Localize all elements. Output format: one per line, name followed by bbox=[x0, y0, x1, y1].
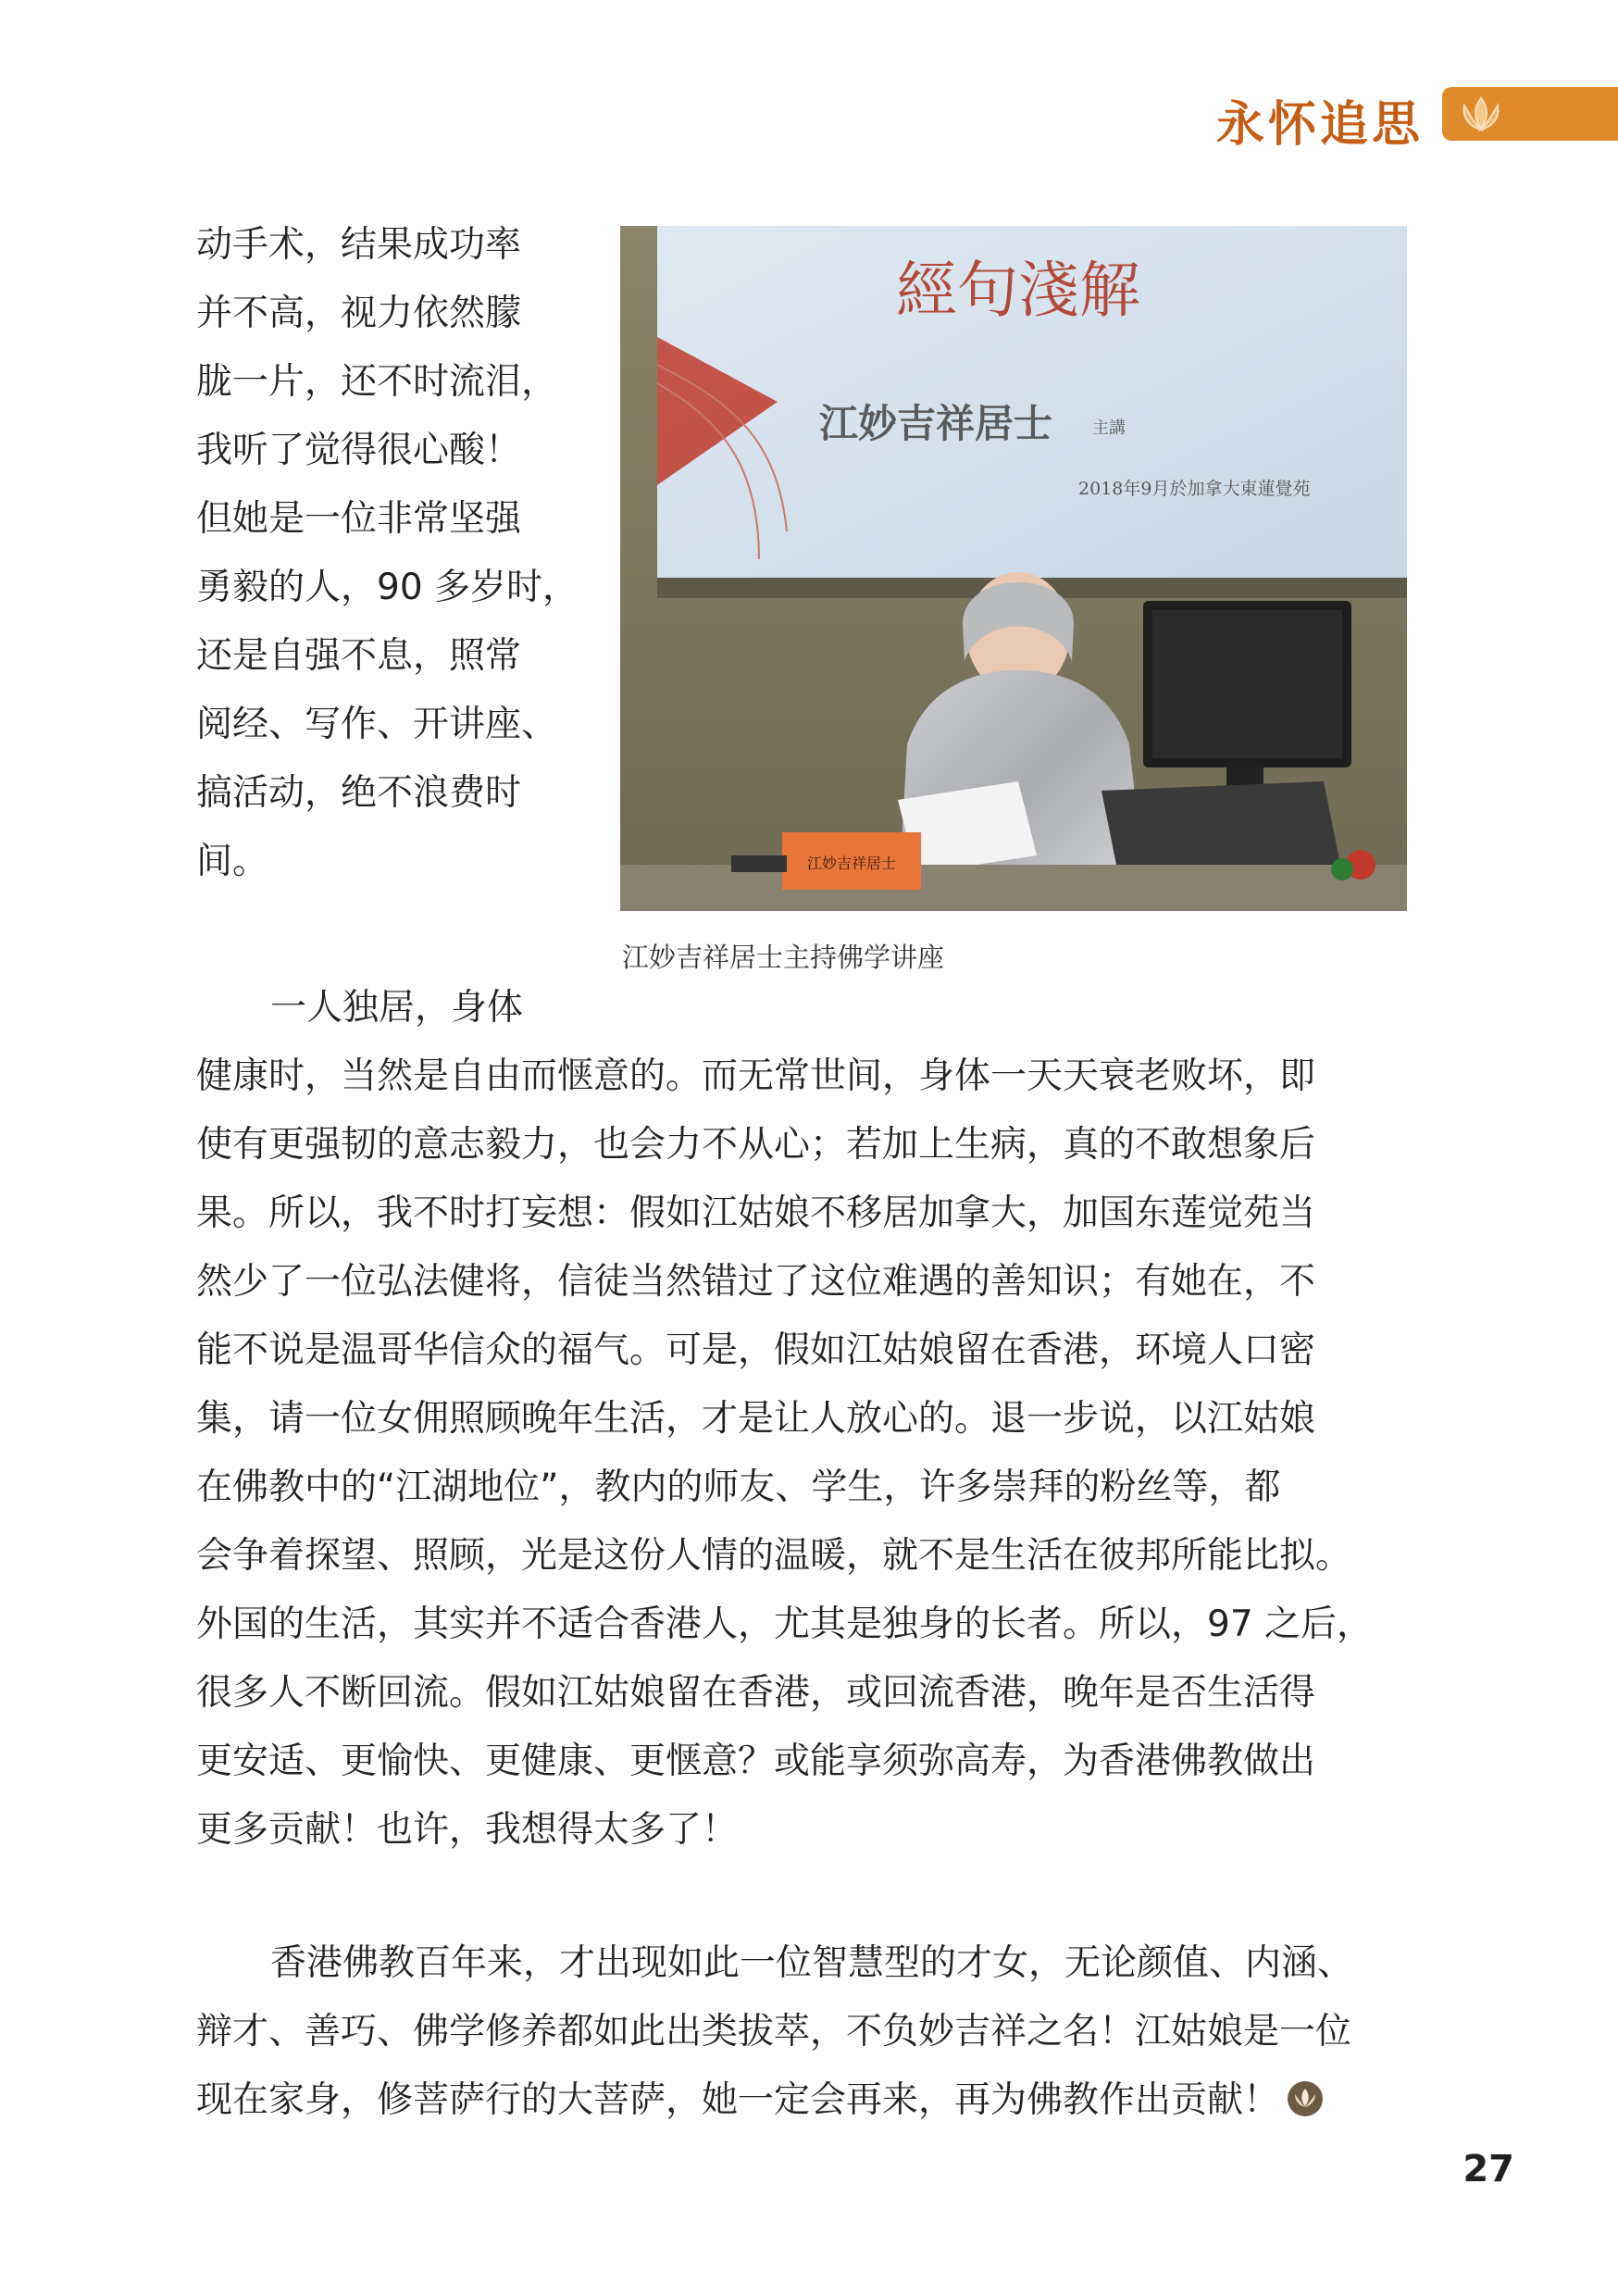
lecture-photo bbox=[620, 226, 1407, 911]
text-line: 辩才、善巧、佛学修养都如此出类拔萃，不负妙吉祥之名！江姑娘是一位 bbox=[196, 2011, 1352, 2053]
text-line: 果。所以，我不时打妄想：假如江姑娘不移居加拿大，加国东莲觉苑当 bbox=[196, 1192, 1316, 1234]
text-line: 我听了觉得很心酸！ bbox=[196, 430, 522, 471]
text-line: 还是自强不息，照常 bbox=[196, 635, 522, 677]
text-line: 很多人不断回流。假如江姑娘留在香港，或回流香港，晚年是否生活得 bbox=[196, 1672, 1316, 1714]
text-line-content: 现在家身，修菩萨行的大菩萨，她一定会再来，再为佛教作出贡献！ bbox=[196, 2079, 1280, 2121]
photo-caption: 江妙吉祥居士主持佛学讲座 bbox=[622, 942, 945, 973]
name-plate-text: 江妙吉祥居士 bbox=[806, 855, 897, 872]
left-column-text bbox=[196, 211, 579, 896]
header-accent-bar bbox=[1442, 87, 1618, 141]
text-line: 胧一片，还不时流泪， bbox=[196, 361, 558, 403]
paragraph-1 bbox=[196, 974, 1409, 1865]
text-line: 间。 bbox=[196, 841, 269, 882]
section-title: 永怀追思 bbox=[1215, 97, 1424, 153]
paragraph-2 bbox=[196, 1929, 1409, 2135]
text-line: 能不说是温哥华信众的福气。可是，假如江姑娘留在香港，环境人口密 bbox=[196, 1329, 1316, 1371]
slide-speaker: 江妙吉祥居士 bbox=[819, 401, 1053, 446]
text-line: 并不高，视力依然朦 bbox=[196, 293, 522, 334]
text-line: 外国的生活，其实并不适合香港人，尤其是独身的长者。所以，97 之后， bbox=[196, 1603, 1374, 1645]
slide-title: 經句淺解 bbox=[896, 255, 1140, 326]
text-line: 使有更强韧的意志毅力，也会力不从心；若加上生病，真的不敢想象后 bbox=[196, 1124, 1316, 1166]
text-line: 会争着探望、照顾，光是这份人情的温暖，就不是生活在彼邦所能比拟。 bbox=[196, 1535, 1352, 1577]
text-line: 香港佛教百年来，才出现如此一位智慧型的才女，无论颜值、内涵、 bbox=[270, 1942, 1354, 1984]
text-line-last bbox=[196, 2066, 1409, 2135]
text-line: 更安适、更愉快、更健康、更惬意？或能享须弥高寿，为香港佛教做出 bbox=[196, 1741, 1316, 1782]
text-line: 搞活动，绝不浪费时 bbox=[196, 772, 522, 814]
lotus-icon bbox=[1455, 94, 1507, 133]
text-line: 更多贡献！也许，我想得太多了！ bbox=[196, 1809, 739, 1851]
text-line: 然少了一位弘法健将，信徒当然错过了这位难遇的善知识；有她在，不 bbox=[196, 1261, 1316, 1303]
text-line: 健康时，当然是自由而惬意的。而无常世间，身体一天天衰老败坏，即 bbox=[196, 1055, 1316, 1097]
text-line: 阅经、写作、开讲座、 bbox=[196, 704, 558, 745]
lotus-end-icon bbox=[1287, 2080, 1324, 2117]
text-line: 但她是一位非常坚强 bbox=[196, 498, 522, 540]
text-line: 集，请一位女佣照顾晚年生活，才是让人放心的。退一步说，以江姑娘 bbox=[196, 1398, 1316, 1440]
text-line: 勇毅的人，90 多岁时， bbox=[196, 567, 579, 608]
text-line: 动手术，结果成功率 bbox=[196, 224, 522, 266]
text-line: 一人独居，身体 bbox=[270, 987, 524, 1029]
slide-speaker-suffix: 主講 bbox=[1092, 418, 1126, 438]
text-line: 在佛教中的“江湖地位”，教内的师友、学生，许多崇拜的粉丝等，都 bbox=[196, 1466, 1281, 1508]
section-header bbox=[1100, 81, 1618, 153]
slide-date: 2018年9月於加拿大東蓮覺苑 bbox=[1078, 479, 1311, 499]
page-number: 27 bbox=[1462, 2148, 1514, 2190]
